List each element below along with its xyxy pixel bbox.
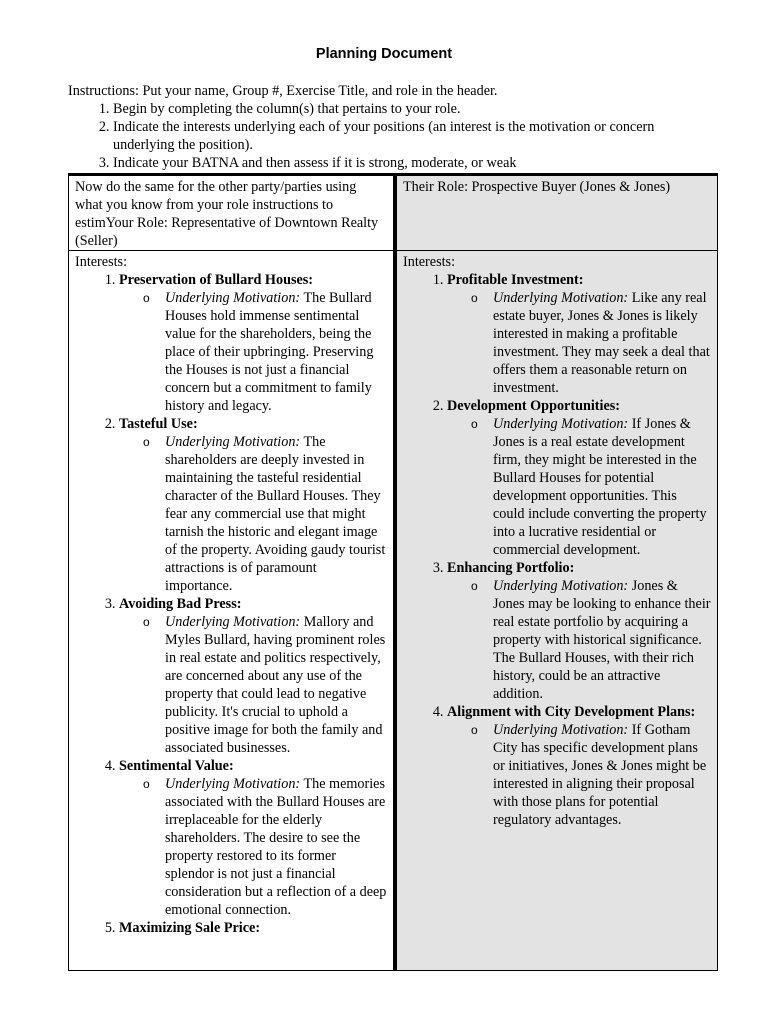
motivation-item bbox=[165, 289, 387, 415]
motivation-item bbox=[493, 415, 711, 559]
instructions-steps bbox=[68, 100, 708, 172]
motivation-label: Underlying Motivation: bbox=[165, 290, 301, 306]
motivation-label: Underlying Motivation: bbox=[493, 290, 629, 306]
interest-item bbox=[119, 757, 387, 919]
motivation-label: Underlying Motivation: bbox=[493, 722, 629, 738]
motivation-item bbox=[165, 775, 387, 919]
motivation-text: If Jones & Jones is a real estate development firm, they might be interested in the Bullard Houses for potential development opportunities. This could include converting the property into a lucrative residential or commercial development. bbox=[493, 416, 707, 558]
interest-item bbox=[119, 595, 387, 757]
interest-title: Avoiding Bad Press: bbox=[119, 596, 242, 612]
right-header-cell[interactable]: Their Role: Prospective Buyer (Jones & Jones) bbox=[395, 175, 718, 251]
motivation-item bbox=[493, 721, 711, 829]
instruction-step: 3. Indicate your BATNA and then assess if it is strong, moderate, or weak bbox=[113, 154, 708, 172]
motivation-label: Underlying Motivation: bbox=[165, 614, 301, 630]
interest-item bbox=[119, 415, 387, 595]
instruction-step: 2. Indicate the interests underlying each of your positions (an interest is the motivation or concern underlying the position). bbox=[113, 118, 708, 154]
interest-title: Profitable Investment: bbox=[447, 272, 584, 288]
instructions-intro: Instructions: Put your name, Group #, Exercise Title, and role in the header. bbox=[68, 83, 498, 99]
interest-item bbox=[447, 703, 711, 829]
interests-label: Interests: bbox=[403, 254, 456, 270]
interests-label: Interests: bbox=[75, 254, 128, 270]
motivation-item bbox=[165, 433, 387, 595]
motivation-item bbox=[493, 577, 711, 703]
interest-item bbox=[447, 271, 711, 397]
instructions bbox=[68, 82, 708, 172]
left-interests-list bbox=[75, 271, 387, 937]
interest-title: Preservation of Bullard Houses: bbox=[119, 272, 314, 288]
interest-item bbox=[447, 397, 711, 559]
interest-item bbox=[119, 919, 387, 937]
interest-title: Maximizing Sale Price: bbox=[119, 920, 261, 936]
motivation-item bbox=[165, 613, 387, 757]
motivation-item bbox=[493, 289, 711, 397]
right-interests-list bbox=[403, 271, 711, 829]
motivation-text: If Gotham City has specific development plans or initiatives, Jones & Jones might be interested in aligning their proposal with those plans for potential regulatory advantages. bbox=[493, 722, 707, 828]
motivation-label: Underlying Motivation: bbox=[165, 434, 301, 450]
motivation-label: Underlying Motivation: bbox=[493, 416, 629, 432]
motivation-label: Underlying Motivation: bbox=[493, 578, 629, 594]
motivation-label: Underlying Motivation: bbox=[165, 776, 301, 792]
left-header-cell[interactable]: Now do the same for the other party/parties using what you know from your role instructions to estimYour Role: Representative of Downtown Realty (Seller) bbox=[69, 175, 396, 251]
interest-item bbox=[119, 271, 387, 415]
motivation-text: Like any real estate buyer, Jones & Jones is likely interested in making a profitable investment. They may seek a deal that offers them a reasonable return on investment. bbox=[493, 290, 710, 396]
instruction-step: 1. Begin by completing the column(s) that pertains to your role. bbox=[113, 100, 708, 118]
interest-title: Tasteful Use: bbox=[119, 416, 198, 432]
motivation-text: Jones & Jones may be looking to enhance their real estate portfolio by acquiring a property with historical significance. The Bullard Houses, with their rich history, could be an attractive addition. bbox=[493, 578, 711, 702]
page-title: Planning Document bbox=[315, 46, 453, 62]
motivation-text: The memories associated with the Bullard Houses are irreplaceable for the elderly shareholders. The desire to see the property restored to its former splendor is not just a financial consideration but a reflection of a deep emotional connection. bbox=[165, 776, 387, 918]
right-interests-cell[interactable] bbox=[395, 251, 718, 971]
left-interests-cell[interactable] bbox=[69, 251, 396, 971]
motivation-text: Mallory and Myles Bullard, having prominent roles in real estate and politics respectively, are concerned about any use of the property that could lead to negative publicity. It's crucial to uphold a positive image for both the family and associated businesses. bbox=[165, 614, 386, 756]
interest-item bbox=[447, 559, 711, 703]
interest-title: Sentimental Value: bbox=[119, 758, 234, 774]
interest-title: Enhancing Portfolio: bbox=[447, 560, 575, 576]
motivation-text: The Bullard Houses hold immense sentimental value for the shareholders, being the place of their upbringing. Preserving the Houses is not just a financial concern but a commitment to family history and legacy. bbox=[165, 290, 374, 414]
interest-title: Alignment with City Development Plans: bbox=[447, 704, 696, 720]
planning-table bbox=[68, 173, 718, 971]
interest-title: Development Opportunities: bbox=[447, 398, 621, 414]
motivation-text: The shareholders are deeply invested in maintaining the tasteful residential character of the Bullard Houses. They fear any commercial use that might tarnish the historic and elegant image of the property. Avoiding gaudy tourist attractions is of paramount importance. bbox=[165, 434, 386, 594]
